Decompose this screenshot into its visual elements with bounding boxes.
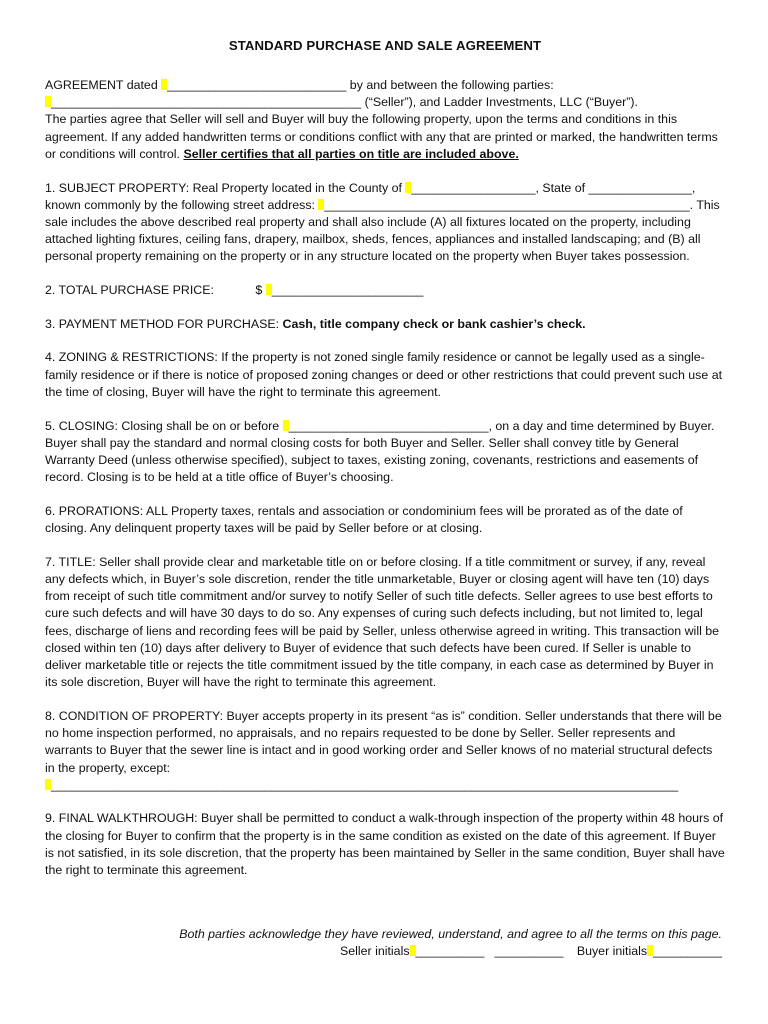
date-blank[interactable]: __________________________ [167, 78, 347, 92]
closing-rest: , on a day and time determined by Buyer. Buyer shall pay the standard and normal closing costs for both Buyer and Seller. Seller shall convey title by General Warranty Deed (unless otherwise specified), subject to taxes, existing zoning, covenants, restrictions and easements of record. Closing is to be held at a title office of Buyer’s choosing. [45, 418, 715, 485]
intro-body: The parties agree that Seller will sell and Buyer will buy the following property, upon the terms and conditions in this agreement. If any added handwritten terms or conditions conflict with any that are printed or marked, the handwritten terms or conditions will control. [45, 112, 718, 161]
county-blank[interactable]: __________________ [411, 180, 536, 195]
initials-line [45, 943, 722, 960]
section-purchase-price [45, 282, 725, 299]
agreement-page [45, 38, 725, 879]
exceptions-blank[interactable]: ___________________________________________________________________________________________ [51, 777, 679, 792]
street-label: known commonly by the following street address: [45, 197, 315, 212]
state-label: , State of [535, 180, 586, 195]
section-zoning: 4. ZONING & RESTRICTIONS: If the property is not zoned single family residence or cannot be legally used as a single-family residence or if there is notice of proposed zoning changes or deed or other restrictions that could prevent such use at the time of closing, Buyer will have the right to terminate this agreement. [45, 350, 723, 399]
price-blank[interactable]: ______________________ [271, 283, 424, 298]
state-blank[interactable]: _______________, [588, 180, 696, 195]
section-walkthrough: 9. FINAL WALKTHROUGH: Buyer shall be permitted to conduct a walk-through inspection of the property within 48 hours of the closing for Buyer to confirm that the property is in the same condition as existed on the date of this agreement. If Buyer is not satisfied, in its sole discretion, that the property has been maintained by Seller in the same condition, Buyer shall have the right to terminate this agreement. [45, 811, 725, 878]
dollar-sign: $ [255, 283, 263, 298]
payment-value: Cash, title company check or bank cashier’s check. [282, 316, 586, 331]
closing-lead: 5. CLOSING: Closing shall be on or before [45, 418, 280, 433]
seller-initials-label: Seller initials [339, 944, 410, 958]
closing-date-blank[interactable]: _____________________________ [288, 418, 489, 433]
buyer-initials-blank[interactable]: __________ [653, 944, 722, 958]
payment-label: 3. PAYMENT METHOD FOR PURCHASE: [45, 316, 280, 331]
section-subject-property [45, 180, 725, 266]
seller-initials-blank-2[interactable]: __________ [494, 944, 564, 958]
seller-buyer-text: (“Seller”), and Ladder Investments, LLC (“Buyer”). [364, 95, 638, 110]
seller-initials-blank[interactable]: __________ [415, 944, 485, 958]
s1-lead: 1. SUBJECT PROPERTY: Real Property located in the County of [45, 180, 402, 195]
price-label: 2. TOTAL PURCHASE PRICE: [45, 283, 214, 298]
between-label: by and between the following parties: [349, 78, 554, 92]
section-payment-method [45, 316, 725, 333]
seller-certification: Seller certifies that all parties on title are included above. [183, 146, 519, 161]
section-prorations: 6. PRORATIONS: ALL Property taxes, rentals and association or condominium fees will be prorated as of the date of closing. Any delinquent property taxes will be paid by Seller before or at closing. [45, 503, 683, 536]
s1-this: . This [689, 197, 720, 212]
condition-text: 8. CONDITION OF PROPERTY: Buyer accepts property in its present “as is” condition. Seller understands that there will be no home inspection performed, no appraisals, and no repairs requested to be done by Seller. Seller represents and warrants to Buyer that the sewer line is intact and in good working order and Seller knows of no material structural defects in the property, except: [45, 708, 722, 775]
section-title: 7. TITLE: Seller shall provide clear and marketable title on or before closing. If a title commitment or survey, if any, reveal any defects which, in Buyer’s sole discretion, render the title unmarketable, Buyer or closing agent will have ten (10) days from receipt of such title commitment and/or survey to notify Seller of such title defects. Seller agrees to use best efforts to cure such defects and will have 30 days to do so. Any expenses of curing such defects including, but not limited to, legal fees, discharge of liens and recording fees will be paid by Seller, unless otherwise agreed in writing. This transaction will be closed within ten (10) days after delivery to Buyer of evidence that such defects have been cured. If Seller is unable to deliver marketable title or rejects the title commitment issued by the title company, in each case as determined by Buyer in its sole discretion, Buyer will have the right to terminate this agreement. [45, 554, 720, 690]
section-closing [45, 418, 725, 487]
buyer-initials-label: Buyer initials [576, 944, 648, 958]
s1-body: sale includes the above described real property and shall also include (A) all fixtures located on the property, including attached lighting fixtures, ceiling fans, drapery, mailbox, sheds, fences, appliances and installed landscaping; and (B) all personal property remaining on the property or in any structure located on the property when Buyer takes possession. [45, 214, 701, 264]
seller-name-blank[interactable]: _____________________________________________ [51, 95, 362, 110]
acknowledgement-text: Both parties acknowledge they have reviewed, understand, and agree to all the terms on this page. [179, 927, 722, 941]
document-title: STANDARD PURCHASE AND SALE AGREEMENT [228, 38, 542, 53]
street-blank[interactable]: _____________________________________________________ [324, 197, 690, 212]
intro-paragraph [45, 77, 725, 163]
section-condition [45, 708, 725, 794]
agreement-dated-label: AGREEMENT dated [45, 78, 158, 92]
